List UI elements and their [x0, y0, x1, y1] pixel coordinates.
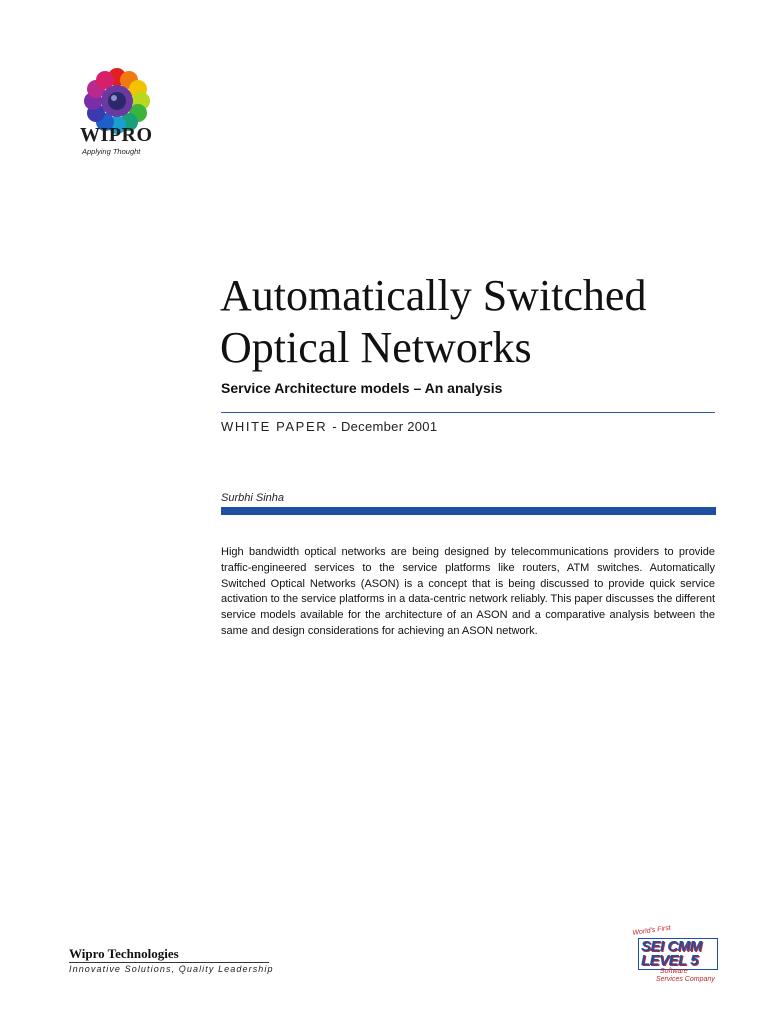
document-type-line — [221, 419, 437, 434]
wipro-wordmark: WIPRO — [80, 124, 153, 146]
title-line-2: Optical Networks — [220, 323, 532, 372]
badge-box — [638, 938, 718, 970]
document-date: - December 2001 — [332, 419, 438, 434]
logo-tagline: Applying Thought — [82, 147, 141, 156]
author-name: Surbhi Sinha — [221, 492, 284, 504]
sei-cmm-level5-badge — [630, 924, 722, 984]
title-line-1: Automatically Switched — [220, 271, 647, 320]
badge-line-1: SEI CMM — [641, 938, 702, 955]
title-divider — [221, 412, 715, 413]
document-type: WHITE PAPER — [221, 419, 328, 434]
wipro-logo — [78, 66, 162, 158]
badge-line-2: LEVEL 5 — [641, 952, 699, 969]
badge-sub-1: Software — [660, 968, 688, 975]
author-divider-bar — [221, 507, 716, 515]
document-subtitle: Service Architecture models – An analysis — [221, 380, 503, 396]
footer-tagline: Innovative Solutions, Quality Leadership — [69, 964, 274, 974]
abstract-paragraph: High bandwidth optical networks are being designed by telecommunications providers to provide traffic-engineered services to the service platforms like routers, ATM switches. Automatically Switched Optical Networks (ASON) is a concept that is being discussed to provide quick service activation to the service platforms in a data-centric network reliably. This paper discusses the different service models available for the architecture of an ASON and a comparative analysis between the same and design considerations for achieving an ASON network. — [221, 546, 715, 637]
footer-divider — [69, 962, 269, 963]
badge-top-text: World's First — [632, 924, 672, 937]
badge-sub-2: Services Company — [656, 976, 715, 983]
document-title — [220, 270, 740, 374]
footer-company-name: Wipro Technologies — [69, 946, 179, 961]
